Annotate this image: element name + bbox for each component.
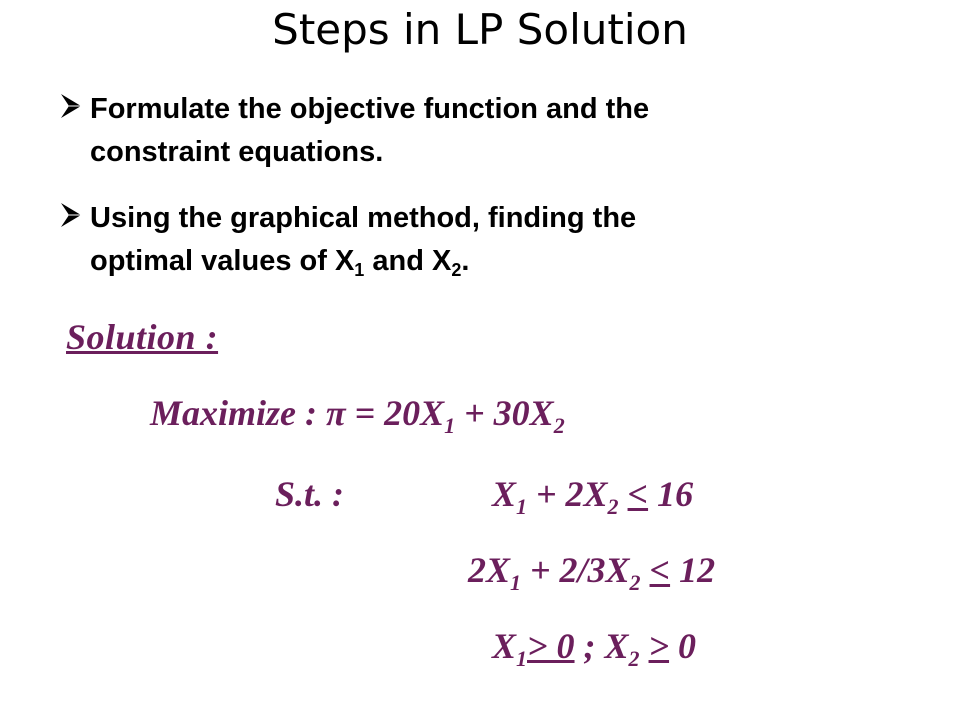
bullet-text-part: . [461, 245, 470, 277]
constraint-rhs: 12 [670, 550, 716, 590]
constraint-rhs: 0 [669, 626, 697, 666]
non-negativity-constraint [492, 624, 697, 671]
arrowhead-bullet-icon [60, 197, 90, 233]
objective-text: + 30X [455, 393, 554, 433]
slide-title: Steps in LP Solution [272, 5, 688, 54]
objective-function [150, 391, 565, 438]
bullet-line: Formulate the objective function and the [90, 93, 650, 125]
bullet-text-part: and X [364, 245, 452, 277]
constraint-text: + 2/3X [521, 550, 630, 590]
subscript: 1 [444, 413, 456, 438]
subscript: 1 [516, 494, 528, 519]
less-or-equal-sign: < [649, 550, 671, 590]
subscript: 2 [607, 494, 619, 519]
constraint-rhs: 16 [648, 474, 694, 514]
subscript: 2 [553, 413, 565, 438]
constraint-2 [468, 548, 716, 595]
greater-or-equal-sign: > 0 [527, 626, 575, 666]
subscript: 2 [628, 646, 640, 671]
bullet-text [90, 197, 636, 283]
bullet-item-graphical-method [60, 197, 880, 283]
constraint-text: + 2X [527, 474, 608, 514]
constraint-text: X [492, 474, 517, 514]
bullet-line [90, 240, 636, 283]
constraint-text: 2X [468, 550, 511, 590]
constraint-1 [492, 472, 694, 519]
bullet-line: Using the graphical method, finding the [90, 202, 637, 234]
subscript: 1 [516, 646, 528, 671]
subscript: 1 [510, 570, 522, 595]
bullet-text-part: optimal values of X [90, 245, 355, 277]
bullet-item-formulate [60, 88, 880, 174]
arrowhead-bullet-icon [60, 88, 90, 124]
bullet-line: constraint equations. [90, 136, 384, 168]
objective-text: Maximize : π = 20X [150, 393, 445, 433]
greater-or-equal-sign: > [648, 626, 670, 666]
less-or-equal-sign: < [627, 474, 649, 514]
subscript: 1 [354, 260, 365, 280]
subject-to-label: S.t. : [275, 474, 345, 514]
solution-label: Solution : [66, 317, 219, 357]
subscript: 2 [451, 260, 462, 280]
constraint-text: X [492, 626, 517, 666]
subscript: 2 [629, 570, 641, 595]
constraint-text: ; X [574, 626, 629, 666]
bullet-text [90, 88, 649, 174]
